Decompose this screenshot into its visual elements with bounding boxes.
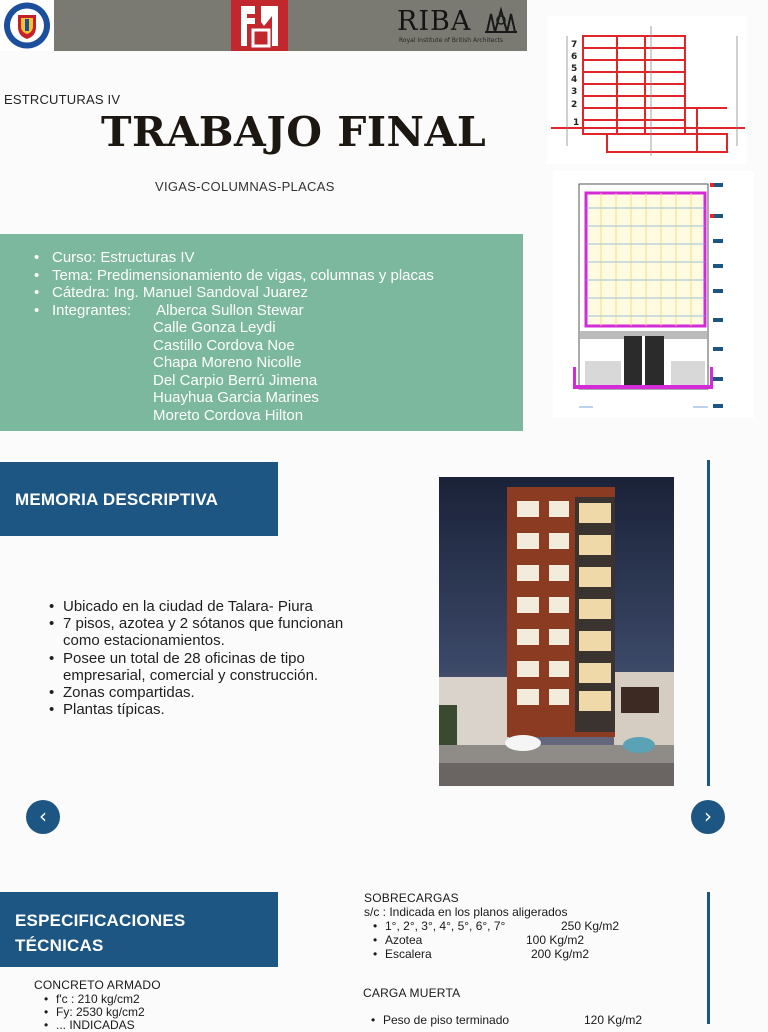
chevron-right-icon: › — [704, 804, 712, 828]
building-section-drawing — [547, 16, 747, 164]
list-item: • Ubicado en la ciudad de Talara- Piura — [49, 598, 379, 615]
floor-number: 7 — [571, 40, 578, 50]
sobrecarga-label: Escalera — [385, 947, 432, 961]
page-title: TRABAJO FINAL — [101, 108, 487, 156]
next-slide-button[interactable] — [691, 800, 725, 834]
logo-strip — [0, 0, 527, 51]
divider-line — [707, 892, 710, 1024]
riba-logo — [390, 2, 526, 50]
riba-logo-text: RIBA — [397, 6, 472, 37]
heading-line: ESPECIFICACIONES — [15, 911, 186, 930]
chevron-left-icon: ‹ — [39, 804, 47, 828]
list-item: • Posee un total de 28 oficinas de tipo empresarial, comercial y construcción. — [49, 650, 379, 684]
floor-number: 3 — [571, 87, 578, 97]
course-label: ESTRCUTURAS IV — [4, 92, 121, 107]
floor-number: 6 — [571, 52, 578, 62]
info-chair: • Cátedra: Ing. Manuel Sandoval Juarez — [34, 284, 434, 302]
prev-slide-button[interactable] — [26, 800, 60, 834]
member-name: Del Carpio Berrú Jimena — [153, 371, 318, 389]
floor-number: 4 — [571, 75, 578, 85]
sobrecarga-label: Azotea — [385, 933, 423, 947]
carga-muerta-value: 120 Kg/m2 — [584, 1013, 643, 1027]
sobrecarga-value: 200 Kg/m2 — [531, 947, 590, 961]
member-name: Chapa Moreno Nicolle — [153, 354, 302, 371]
list-item: • 7 pisos, azotea y 2 sótanos que funcionan como estacionamientos. — [49, 615, 379, 649]
concreto-item: f'c : 210 kg/cm2 — [56, 992, 140, 1006]
building-elevation-drawing — [553, 171, 754, 418]
memoria-heading-bar — [0, 462, 278, 536]
especificaciones-heading-bar — [0, 892, 278, 967]
page-subtitle: VIGAS-COLUMNAS-PLACAS — [155, 179, 335, 194]
member-name: Calle Gonza Leydi — [153, 319, 276, 336]
building-render-image — [439, 477, 674, 786]
divider-line — [707, 460, 710, 786]
heading-line: TÉCNICAS — [15, 936, 104, 955]
riba-subtitle: Royal Institute of British Architects — [399, 37, 504, 44]
member-name: Moreto Cordova Hilton — [153, 406, 304, 424]
floor-number: 1 — [573, 118, 580, 128]
memoria-list — [49, 598, 379, 718]
sobrecarga-value: 100 Kg/m2 — [526, 933, 585, 947]
concreto-title: CONCRETO ARMADO — [34, 978, 161, 992]
memoria-heading: MEMORIA DESCRIPTIVA — [15, 490, 219, 509]
floor-number: 5 — [571, 64, 578, 74]
course-info-box — [0, 234, 523, 431]
member-name: Huayhua Garcia Marines — [153, 389, 319, 406]
sobrecarga-label: 1°, 2°, 3°, 4°, 5°, 6°, 7° — [385, 919, 506, 933]
carga-muerta-label: Peso de piso terminado — [383, 1013, 510, 1027]
sobrecargas-title: SOBRECARGAS — [364, 891, 459, 905]
carga-muerta-title: CARGA MUERTA — [363, 986, 461, 1000]
university-crest-icon — [0, 0, 54, 51]
list-item: • Plantas típicas. — [49, 701, 379, 718]
faculty-logo-icon — [231, 0, 288, 51]
list-item: • Zonas compartidas. — [49, 684, 379, 701]
concreto-item: ... INDICADAS — [56, 1018, 135, 1032]
floor-numbers — [571, 40, 579, 128]
info-members-label: • Integrantes: — [34, 302, 434, 320]
member-name: Alberca Sullon Stewar — [156, 301, 304, 319]
floor-number: 2 — [571, 100, 578, 110]
sobrecargas-intro: s/c : Indicada en los planos aligerados — [364, 905, 568, 919]
sobrecarga-value: 250 Kg/m2 — [561, 919, 620, 933]
info-topic: • Tema: Predimensionamiento de vigas, columnas y placas — [34, 267, 434, 285]
concreto-item: Fy: 2530 kg/cm2 — [56, 1005, 145, 1019]
especificaciones-heading — [15, 908, 185, 958]
riba-crest-icon — [483, 8, 519, 38]
info-course: • Curso: Estructuras IV — [34, 249, 434, 267]
member-name: Castillo Cordova Noe — [153, 336, 295, 354]
